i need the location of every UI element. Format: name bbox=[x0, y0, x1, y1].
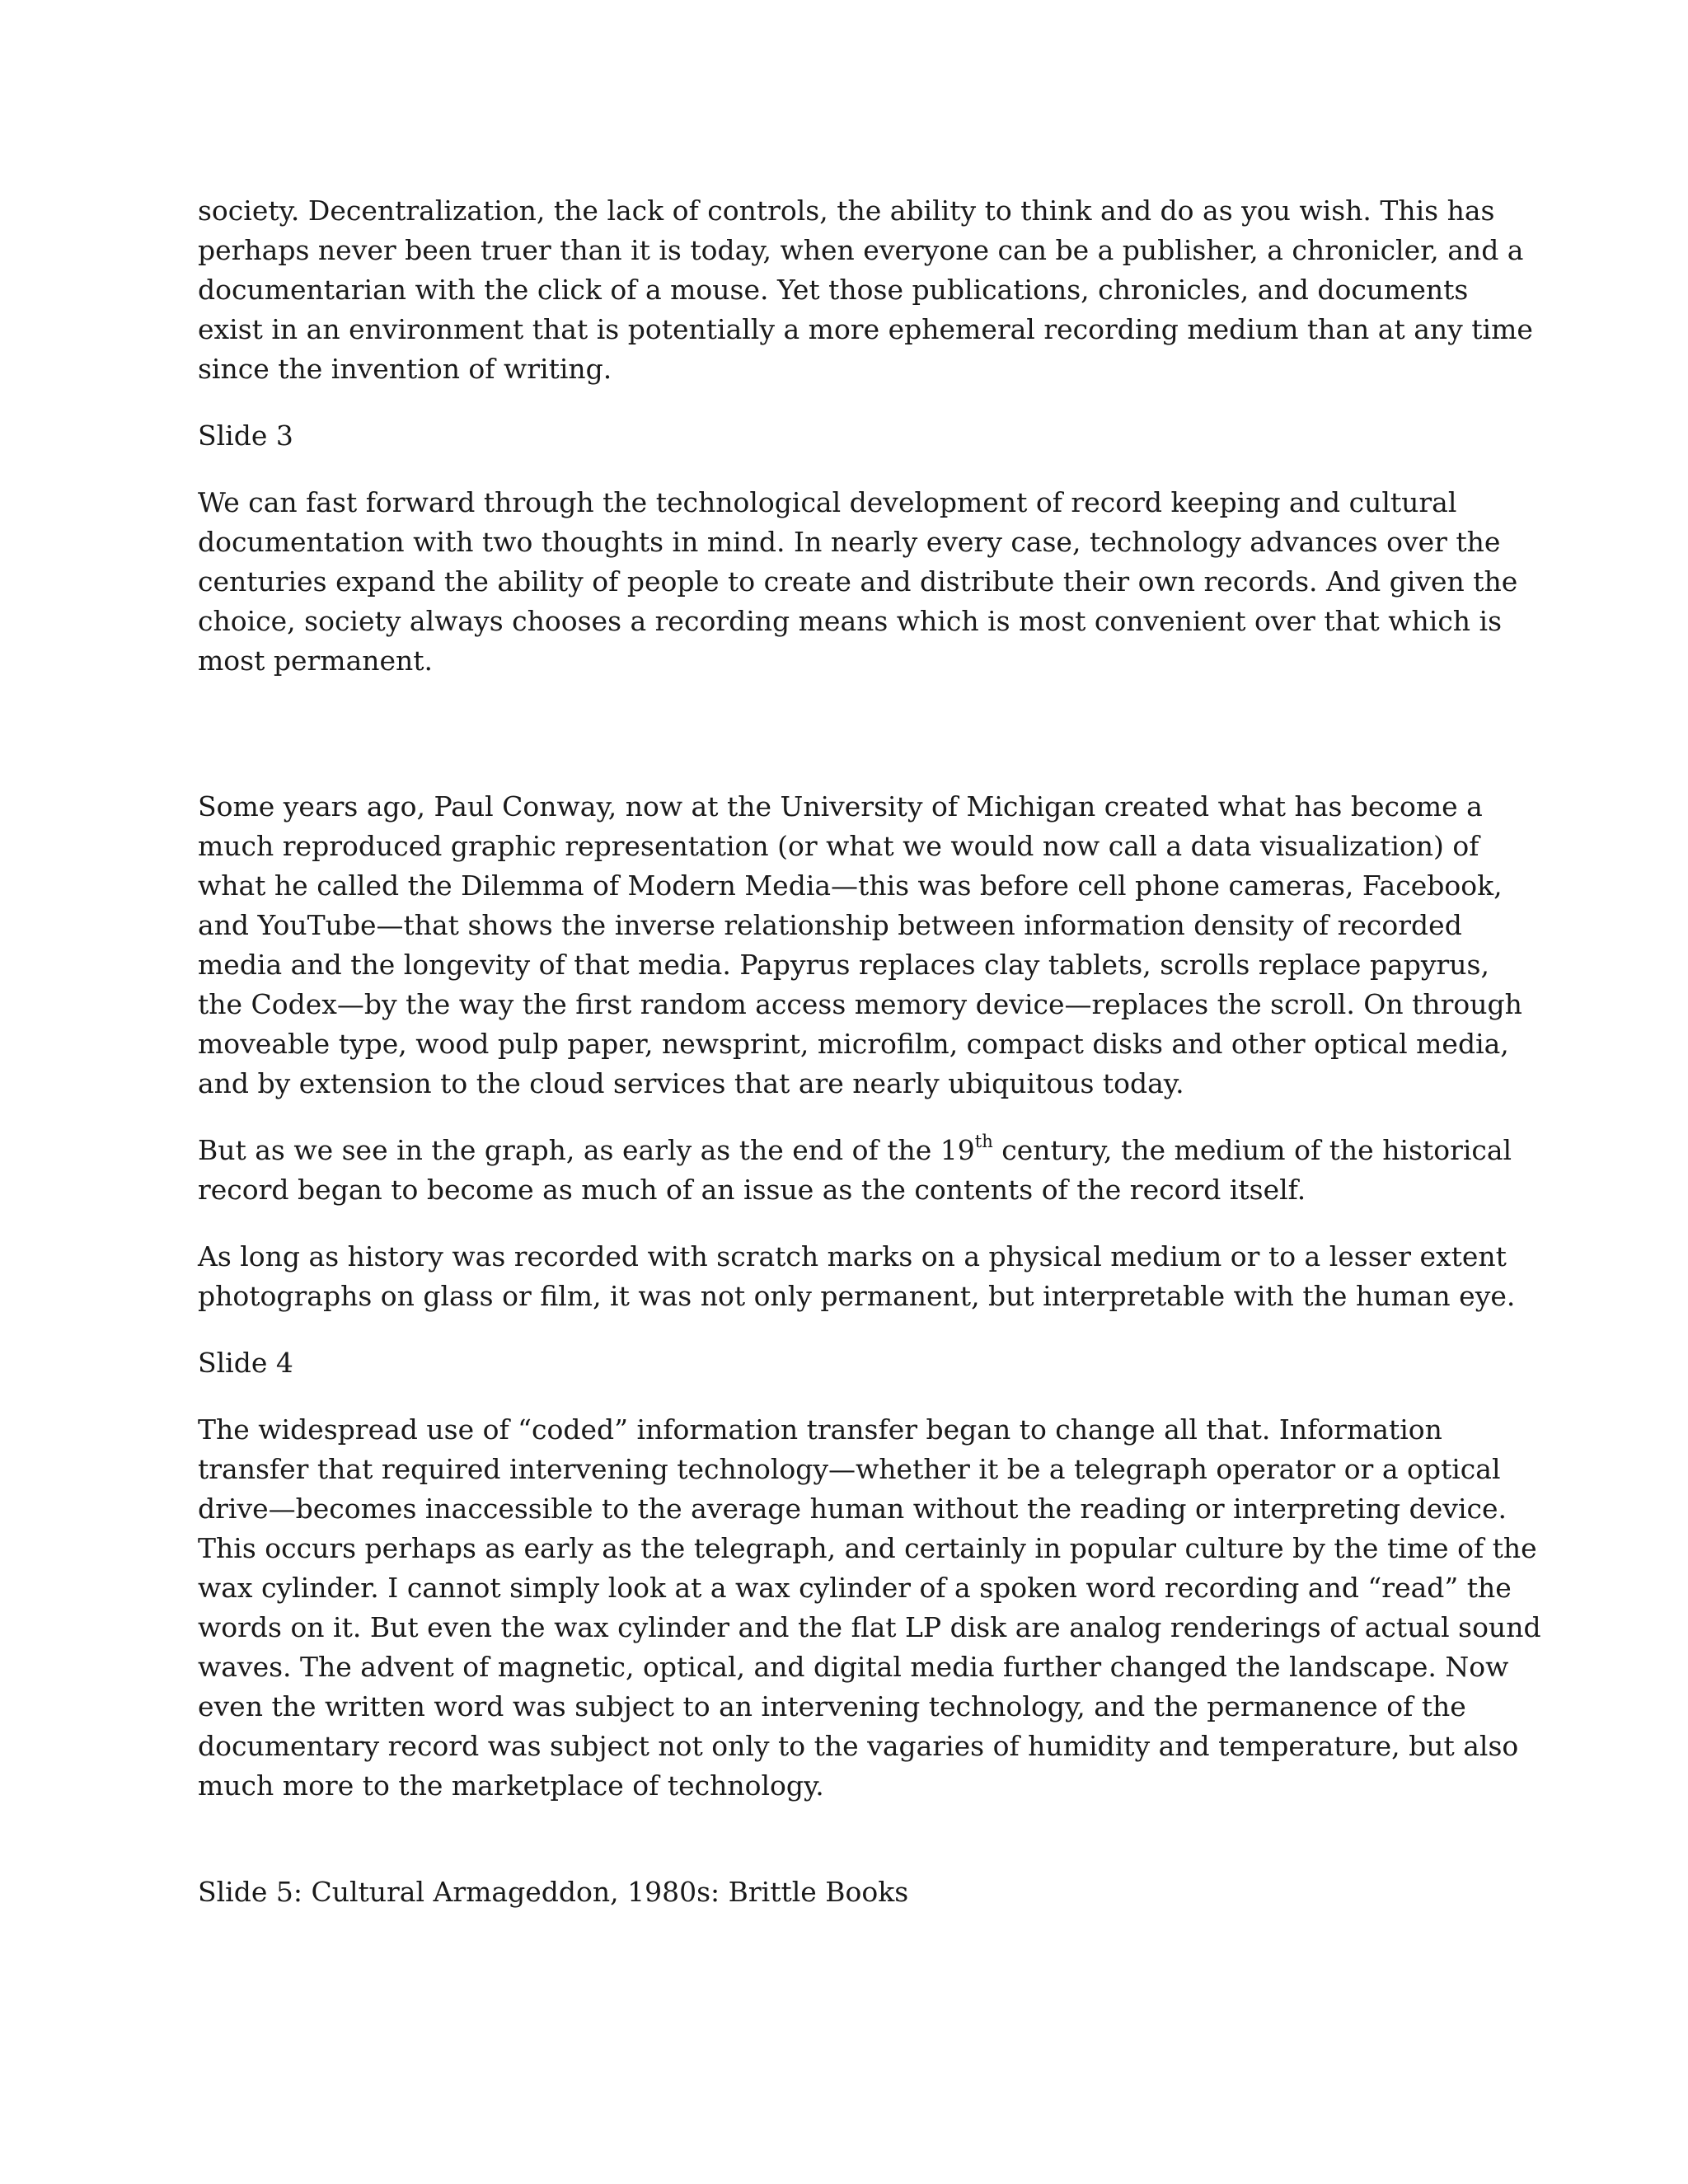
text-line: Some years ago, Paul Conway, now at the University of Michigan created what has become a bbox=[198, 790, 1483, 823]
text-line: documentary record was subject not only to the vagaries of humidity and temperature, but also bbox=[198, 1730, 1519, 1762]
text-line: and by extension to the cloud services that are nearly ubiquitous today. bbox=[198, 1067, 1184, 1099]
slide-label-text: Slide 5: Cultural Armageddon, 1980s: Brittle Books bbox=[198, 1876, 909, 1908]
text-line: The widespread use of “coded” information transfer began to change all that. Information bbox=[198, 1413, 1442, 1446]
text-line: photographs on glass or film, it was not only permanent, but interpretable with the human eye. bbox=[198, 1280, 1516, 1312]
text-line: the Codex—by the way the first random access memory device—replaces the scroll. On through bbox=[198, 988, 1522, 1020]
superscript-text: th bbox=[974, 1132, 993, 1151]
text-line: documentarian with the click of a mouse. Yet those publications, chronicles, and documents bbox=[198, 274, 1469, 306]
text-line: perhaps never been truer than it is today, when everyone can be a publisher, a chronicler, and a bbox=[198, 234, 1524, 266]
text-line: We can fast forward through the technological development of record keeping and cultural bbox=[198, 486, 1457, 518]
paragraph-scratch-marks bbox=[198, 1237, 1516, 1316]
text-line: This occurs perhaps as early as the telegraph, and certainly in popular culture by the time of the bbox=[198, 1532, 1537, 1564]
text-line: since the invention of writing. bbox=[198, 353, 612, 385]
paragraph-decentralization bbox=[198, 191, 1533, 389]
paragraph-fast-forward bbox=[198, 483, 1518, 681]
paragraph-paul-conway bbox=[198, 787, 1522, 1104]
slide-5-label bbox=[198, 1872, 1500, 1912]
text-fragment: But as we see in the graph, as early as the end of the 19 bbox=[198, 1134, 975, 1166]
text-line: As long as history was recorded with scratch marks on a physical medium or to a lesser extent bbox=[198, 1240, 1507, 1272]
slide-label-text: Slide 4 bbox=[198, 1347, 293, 1379]
slide-4-label bbox=[198, 1343, 1500, 1383]
text-line: society. Decentralization, the lack of controls, the ability to think and do as you wish. This has bbox=[198, 194, 1495, 227]
text-line: most permanent. bbox=[198, 644, 434, 677]
paragraph-coded-information bbox=[198, 1410, 1541, 1806]
text-line bbox=[198, 1131, 1512, 1170]
text-line: drive—becomes inaccessible to the average human without the reading or interpreting device. bbox=[198, 1493, 1507, 1525]
text-line: words on it. But even the wax cylinder and the flat LP disk are analog renderings of actual sound bbox=[198, 1611, 1541, 1643]
text-line: exist in an environment that is potentially a more ephemeral recording medium than at any time bbox=[198, 313, 1533, 345]
text-line: choice, society always chooses a recording means which is most convenient over that which is bbox=[198, 605, 1503, 637]
text-fragment: century, the medium of the historical bbox=[992, 1134, 1512, 1166]
text-line: moveable type, wood pulp paper, newsprint, microfilm, compact disks and other optical media, bbox=[198, 1028, 1509, 1060]
text-line: wax cylinder. I cannot simply look at a wax cylinder of a spoken word recording and “read” the bbox=[198, 1572, 1512, 1604]
slide-label-text: Slide 3 bbox=[198, 419, 293, 452]
text-line: much reproduced graphic representation (or what we would now call a data visualization) of bbox=[198, 830, 1479, 862]
text-line: and YouTube—that shows the inverse relationship between information density of recorded bbox=[198, 909, 1462, 941]
text-line: media and the longevity of that media. Papyrus replaces clay tablets, scrolls replace papyrus, bbox=[198, 949, 1489, 981]
text-line: transfer that required intervening technology—whether it be a telegraph operator or a optical bbox=[198, 1453, 1501, 1485]
text-line: waves. The advent of magnetic, optical, and digital media further changed the landscape. Now bbox=[198, 1651, 1509, 1683]
slide-3-label bbox=[198, 416, 1500, 456]
text-line: even the written word was subject to an intervening technology, and the permanence of the bbox=[198, 1690, 1466, 1722]
document-page bbox=[198, 191, 1541, 1939]
text-line: what he called the Dilemma of Modern Media—this was before cell phone cameras, Facebook, bbox=[198, 869, 1503, 902]
text-line: centuries expand the ability of people to create and distribute their own records. And given the bbox=[198, 565, 1518, 598]
text-line: record began to become as much of an issue as the contents of the record itself. bbox=[198, 1174, 1306, 1206]
paragraph-graph bbox=[198, 1131, 1512, 1210]
text-line: documentation with two thoughts in mind. In nearly every case, technology advances over the bbox=[198, 526, 1501, 558]
text-line: much more to the marketplace of technology. bbox=[198, 1769, 824, 1802]
